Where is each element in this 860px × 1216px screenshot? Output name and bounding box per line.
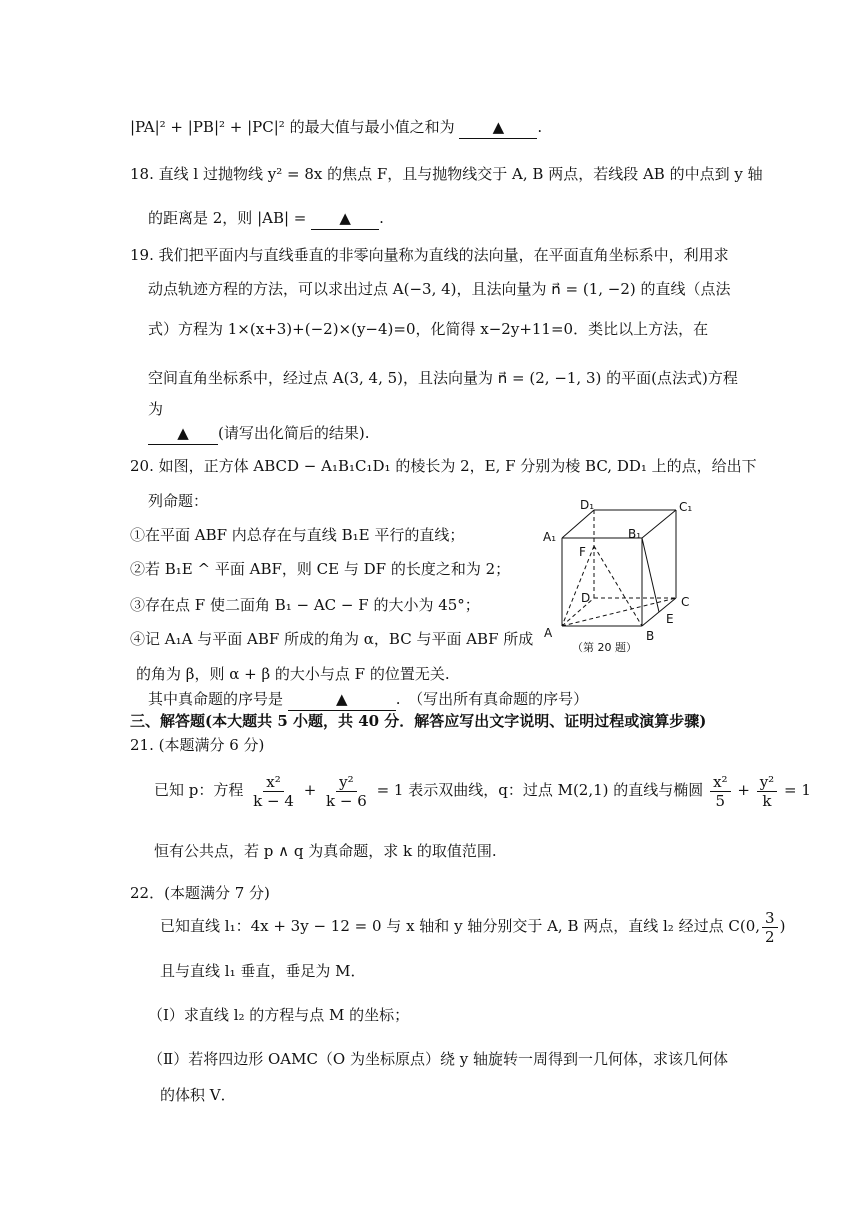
q19-line3: 式）方程为 1×(x+3)+(−2)×(y−4)=0，化简得 x−2y+11=0．类比以上方法，在 bbox=[148, 320, 709, 338]
fraction-y2-over-k bbox=[757, 773, 778, 810]
frac-num: y² bbox=[336, 773, 357, 792]
q20-answer-blank bbox=[288, 688, 396, 711]
section-3-heading: 三、解答题(本大题共 5 小题，共 40 分．解答应写出文字说明、证明过程或演算步骤) bbox=[130, 712, 707, 730]
q21-line2: 恒有公共点，若 p ∧ q 为真命题，求 k 的取值范围. bbox=[154, 842, 497, 860]
label-d: D bbox=[581, 591, 591, 605]
q21-mid: = 1 表示双曲线，q：过点 M(2,1) 的直线与椭圆 bbox=[376, 781, 704, 799]
segment-b1-e bbox=[642, 538, 659, 612]
q21-end: = 1 bbox=[783, 781, 811, 799]
plus-sign: + bbox=[737, 781, 750, 799]
q19-line1: 19. 我们把平面内与直线垂直的非零向量称为直线的法向量，在平面直角坐标系中，利用求 bbox=[130, 246, 729, 264]
label-a: A bbox=[544, 626, 553, 640]
frac-num: 3 bbox=[762, 909, 778, 928]
q19-hint: (请写出化简后的结果). bbox=[218, 424, 370, 442]
q20-item4b: 的角为 β，则 α + β 的大小与点 F 的位置无关. bbox=[136, 665, 450, 683]
q21-pre: 已知 p：方程 bbox=[154, 781, 244, 799]
q22-line1 bbox=[160, 906, 785, 946]
label-c1: C₁ bbox=[679, 500, 693, 514]
q20-line1: 20. 如图，正方体 ABCD − A₁B₁C₁D₁ 的棱长为 2，E, F 分别为棱 BC, DD₁ 上的点，给出下 bbox=[130, 457, 757, 475]
q22-part2: （Ⅱ）若将四边形 OAMC（O 为坐标原点）绕 y 轴旋转一周得到一几何体，求该几何体 bbox=[148, 1050, 729, 1068]
q19-line6 bbox=[148, 422, 369, 445]
frac-den: k − 6 bbox=[326, 791, 367, 810]
label-b: B bbox=[646, 629, 655, 643]
q18-text: 的距离是 2，则 |AB| = bbox=[148, 209, 307, 227]
q18-line2 bbox=[148, 207, 384, 230]
close-paren: ) bbox=[779, 917, 786, 935]
q20-answer-line bbox=[148, 688, 588, 711]
frac-num: x² bbox=[263, 773, 283, 792]
plus-sign: + bbox=[303, 781, 317, 799]
blank-mark: ▲ bbox=[336, 690, 348, 708]
label-a1: A₁ bbox=[543, 530, 557, 544]
q18-answer-blank bbox=[311, 207, 379, 230]
cube-figure bbox=[538, 496, 708, 656]
q19-line5: 为 bbox=[148, 400, 164, 418]
label-b1: B₁ bbox=[628, 527, 642, 541]
q19-line2: 动点轨迹方程的方法，可以求出过点 A(−3, 4)，且法向量为 n⃗ = (1, −2) 的直线（点法 bbox=[148, 280, 731, 298]
q20-item4: ④记 A₁A 与平面 ABF 所成的角为 α，BC 与平面 ABF 所成 bbox=[130, 630, 534, 648]
q22-line1-text: 已知直线 l₁：4x + 3y − 12 = 0 与 x 轴和 y 轴分别交于 A, B 两点，直线 l₂ 经过点 C(0, bbox=[160, 917, 761, 935]
blank-mark: ▲ bbox=[492, 118, 505, 136]
blank-mark: ▲ bbox=[339, 209, 351, 227]
q22-part1: （Ⅰ）求直线 l₂ 的方程与点 M 的坐标； bbox=[148, 1006, 410, 1024]
frac-den: 2 bbox=[765, 927, 775, 946]
q22-part2b: 的体积 V． bbox=[160, 1086, 236, 1104]
q20-item3: ③存在点 F 使二面角 B₁ − AC − F 的大小为 45°； bbox=[130, 596, 480, 614]
q20-item2: ②若 B₁E ^ 平面 ABF，则 CE 与 DF 的长度之和为 2； bbox=[130, 560, 511, 578]
edge-a1-d1 bbox=[562, 510, 594, 538]
frac-num: x² bbox=[710, 773, 730, 792]
q17-text: |PA|² + |PB|² + |PC|² 的最大值与最小值之和为 bbox=[130, 118, 455, 136]
q18-line1: 18. 直线 l 过抛物线 y² = 8x 的焦点 F，且与抛物线交于 A, B 两点，若线段 AB 的中点到 y 轴 bbox=[130, 165, 763, 183]
q20-item1: ①在平面 ABF 内总存在与直线 B₁E 平行的直线； bbox=[130, 526, 465, 544]
q21-header: 21. (本题满分 6 分) bbox=[130, 736, 265, 754]
label-c: C bbox=[681, 595, 690, 609]
q22-header: 22．(本题满分 7 分) bbox=[130, 884, 270, 902]
q22-line2: 且与直线 l₁ 垂直，垂足为 M． bbox=[160, 962, 366, 980]
q17-answer-blank bbox=[459, 116, 537, 139]
q17-tail bbox=[130, 116, 542, 139]
label-f: F bbox=[579, 545, 586, 559]
segment-f-a bbox=[562, 546, 594, 626]
q20-answer-text: 其中真命题的序号是 bbox=[148, 690, 284, 708]
fraction-x2-over-k-4 bbox=[250, 773, 297, 810]
edge-b1-c1 bbox=[642, 510, 676, 538]
period: . bbox=[537, 118, 543, 136]
blank-mark: ▲ bbox=[177, 424, 189, 442]
figure-caption: （第 20 题） bbox=[572, 641, 637, 654]
period: . bbox=[379, 209, 384, 227]
q21-line1 bbox=[154, 770, 811, 810]
fraction-x2-over-5 bbox=[710, 773, 730, 810]
q20-answer-hint: . （写出所有真命题的序号） bbox=[395, 690, 589, 708]
label-e: E bbox=[666, 612, 674, 626]
q20-line2: 列命题： bbox=[148, 492, 209, 510]
segment-f-b bbox=[594, 546, 642, 626]
frac-den: k − 4 bbox=[253, 791, 294, 810]
fraction-3-over-2 bbox=[762, 909, 778, 946]
frac-num: y² bbox=[757, 773, 778, 792]
q19-line4: 空间直角坐标系中，经过点 A(3, 4, 5)，且法向量为 n⃗ = (2, −1, 3) 的平面(点法式)方程 bbox=[148, 369, 738, 387]
frac-den: 5 bbox=[715, 791, 726, 810]
fraction-y2-over-k-6 bbox=[323, 773, 370, 810]
frac-den: k bbox=[762, 791, 772, 810]
label-d1: D₁ bbox=[580, 498, 595, 512]
q19-answer-blank bbox=[148, 422, 218, 445]
